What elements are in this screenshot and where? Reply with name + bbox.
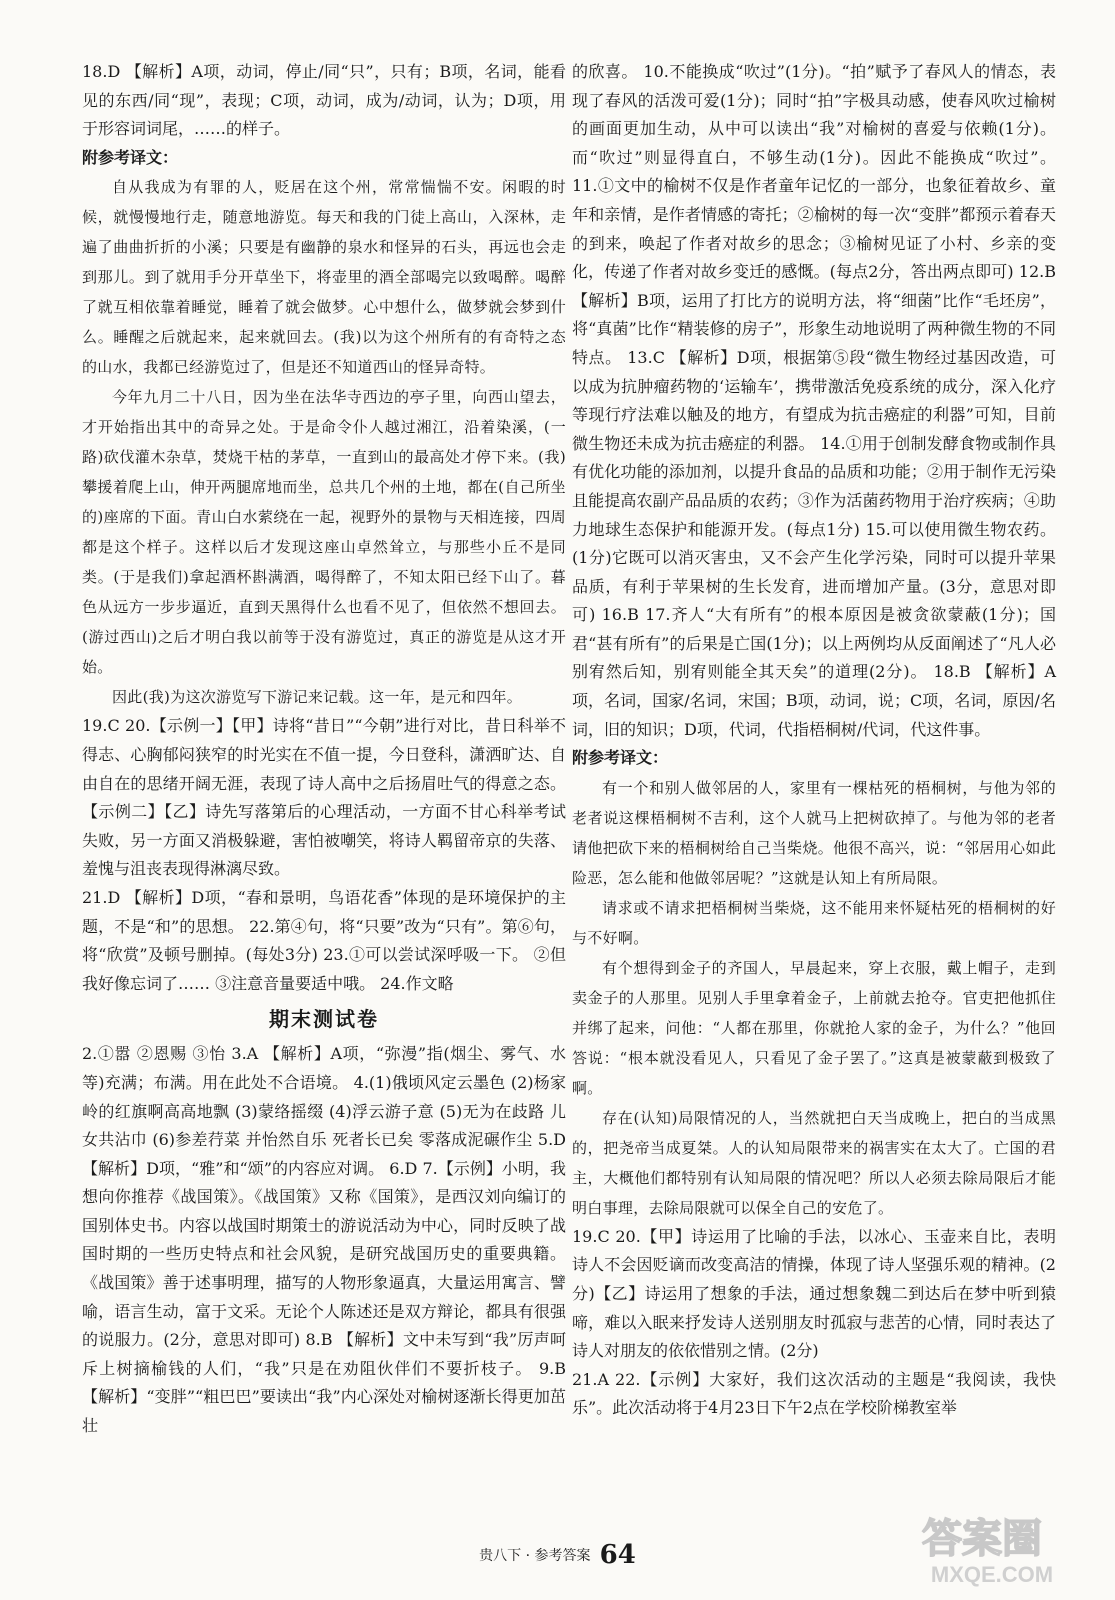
- answer-10-18: 的欣喜。 10.不能换成“吹过”(1分)。“拍”赋予了春风人的情态，表现了春风的活泼可爱(1分)；同时“拍”字极具动感，使春风吹过榆树的画面更加生动，从中可以读出“我”对榆树的喜爱与依赖(1分)。而“吹过”则显得直白，不够生动(1分)。因此不能换成“吹过”。 11.①文中的榆树不仅是作者童年记忆的一部分，也象征着故乡、童年和亲情，是作者情感的寄托；②榆树的每一次“变胖”都预示着春天的到来，唤起了作者对故乡的思念；③榆树见证了小村、乡亲的变化，传递了作者对故乡变迁的感慨。(每点2分，答出两点即可) 12.B 【解析】B项，运用了打比方的说明方法，将“细菌”比作“毛坯房”，将“真菌”比作“精装修的房子”，形象生动地说明了两种微生物的不同特点。 13.C 【解析】D项，根据第⑤段“微生物经过基因改造，可以成为抗肿瘤药物的‘运输车’，携带激活免疫系统的成分，深入化疗等现行疗法难以触及的地方，有望成为抗击癌症的利器”可知，目前微生物还未成为抗击癌症的利器。 14.①用于创制发酵食物或制作具有优化功能的添加剂，以提升食品的品质和功能；②用于制作无污染且能提高农副产品品质的农药；③作为活菌药物用于治疗疾病；④助力地球生态保护和能源开发。(每点1分) 15.可以使用微生物农药。(1分)它既可以消灭害虫，又不会产生化学污染，同时可以提升苹果品质，有利于苹果树的生长发育，进而增加产量。(3分，意思对即可) 16.B 17.齐人“大有所有”的根本原因是被贪欲蒙蔽(1分)；国君“甚有所有”的后果是亡国(1分)；以上两例均从反面阐述了“凡人必别宥然后知，别宥则能全其天矣”的道理(2分)。 18.B 【解析】A项，名词，国家/名词，宋国；B项，动词，说；C项，名词，原因/名词，旧的知识；D项，代词，代指梧桐树/代词，代这件事。: [572, 62, 1056, 739]
- right-column: [572, 58, 1056, 1423]
- answer-18: 18.D 【解析】A项，动词，停止/同“只”，只有；B项，名词，能看见的东西/同“现”，表现；C项，动词，成为/动词，认为；D项，用于形容词词尾，……的样子。: [82, 62, 566, 139]
- left-column: [82, 58, 566, 1441]
- watermark-sub-text: MXQE.COM: [930, 1562, 1054, 1587]
- final-test-answers: 2.①嚣 ②恩赐 ③怡 3.A 【解析】A项，“弥漫”指(烟尘、雾气、水等)充满；布满。用在此处不合语境。 4.(1)俄顷风定云墨色 (2)杨家岭的红旗啊高高地飘 (3)蒙络摇缀 (4)浮云游子意 (5)无为在歧路 儿女共沾巾 (6)参差荇菜 并怡然自乐 死者长已矣 零落成泥碾作尘 5.D 【解析】D项，“雅”和“颂”的内容应对调。 6.D 7.【示例】小明，我想向你推荐《战国策》。《战国策》又称《国策》，是西汉刘向编订的国别体史书。内容以战国时期策士的游说活动为中心，同时反映了战国时期的一些历史特点和社会风貌，是研究战国历史的重要典籍。《战国策》善于述事明理，描写的人物形象逼真，大量运用寓言、譬喻，语言生动，富于文采。无论个人陈述还是双方辩论，都具有很强的说服力。(2分，意思对即可) 8.B 【解析】文中未写到“我”厉声呵斥上树摘榆钱的人们，“我”只是在劝阻伙伴们不要折枝子。 9.B 【解析】“变胖”“粗巴巴”要读出“我”内心深处对榆树逐渐长得更加茁壮: [82, 1044, 566, 1436]
- translation-paragraph: 有一个和别人做邻居的人，家里有一棵枯死的梧桐树，与他为邻的老者说这棵梧桐树不吉利，这个人就马上把树砍掉了。与他为邻的老者请他把砍下来的梧桐树给自己当柴烧。他很不高兴，说：“邻居用心如此险恶，怎么能和他做邻居呢？”这就是认知上有所局限。: [572, 778, 1056, 887]
- watermark-main-text: 答案圈: [922, 1517, 1042, 1561]
- watermark-logo: [882, 1500, 1082, 1590]
- translation-paragraph: 因此(我)为这次游览写下游记来记载。这一年，是元和四年。: [112, 688, 523, 707]
- page-number: 64: [599, 1540, 636, 1570]
- translation-paragraph: 自从我成为有罪的人，贬居在这个州，常常惴惴不安。闲暇的时候，就慢慢地行走，随意地游览。每天和我的门徒上高山，入深林，走遍了曲曲折折的小溪；只要是有幽静的泉水和怪异的石头，再远也会走到那儿。到了就用手分开草坐下，将壶里的酒全部喝完以致喝醉。喝醉了就互相依靠着睡觉，睡着了就会做梦。心中想什么，做梦就会梦到什么。睡醒之后就起来，起来就回去。(我)以为这个州所有的有奇特之态的山水，我都已经游览过了，但是还不知道西山的怪异奇特。: [82, 178, 566, 377]
- answer-19-20: 19.C 20.【示例一】【甲】诗将“昔日”“今朝”进行对比，昔日科举不得志、心胸郁闷狭窄的时光实在不值一提，今日登科，潇洒旷达、自由自在的思绪开阔无涯，表现了诗人高中之后扬眉吐气的得意之态。【示例二】【乙】诗先写落第后的心理活动，一方面不甘心科举考试失败，另一方面又消极躲避，害怕被嘲笑，将诗人羁留帝京的失落、羞愧与沮丧表现得淋漓尽致。: [82, 716, 566, 879]
- answer-21-22: 21.A 22.【示例】大家好，我们这次活动的主题是“我阅读，我快乐”。此次活动将于4月23日下午2点在学校阶梯教室举: [572, 1369, 1056, 1418]
- translation-paragraph: 存在(认知)局限情况的人，当然就把白天当成晚上，把白的当成黑的，把尧帝当成夏桀。人的认知局限带来的祸害实在太大了。亡国的君主，大概他们都特别有认知局限的情况吧？所以人必须去除局限后才能明白事理，去除局限就可以保全自己的安危了。: [572, 1108, 1056, 1217]
- answer-19-20: 19.C 20.【甲】诗运用了比喻的手法，以冰心、玉壶来自比，表明诗人不会因贬谪而改变高洁的情操，体现了诗人坚强乐观的精神。(2分)【乙】诗运用了想象的手法，通过想象魏二到达后在梦中听到猿啼，难以入眠来抒发诗人送别朋友时孤寂与悲苦的心情，同时表达了诗人对朋友的依依惜别之情。(2分): [572, 1226, 1056, 1361]
- translation-paragraph: 请求或不请求把梧桐树当柴烧，这不能用来怀疑枯死的梧桐树的好与不好啊。: [572, 898, 1056, 947]
- answer-21-24: 21.D 【解析】D项，“春和景明，鸟语花香”体现的是环境保护的主题，不是“和”的思想。 22.第④句，将“只要”改为“只有”。第⑥句，将“欣赏”及顿号删掉。(每处3分) 23.①可以尝试深呼吸一下。 ②但我好像忘词了…… ③注意音量要适中哦。 24.作文略: [82, 887, 566, 993]
- translation-paragraph: 有个想得到金子的齐国人，早晨起来，穿上衣服，戴上帽子，走到卖金子的人那里。见别人手里拿着金子，上前就去抢夺。官吏把他抓住并绑了起来，问他：“人都在那里，你就抢人家的金子，为什么？”他回答说：“根本就没看见人，只看见了金子罢了。”这真是被蒙蔽到极致了啊。: [572, 958, 1056, 1097]
- footer-label: 贵八下 · 参考答案: [479, 1548, 591, 1564]
- translation-heading: 附参考译文：: [572, 748, 669, 768]
- translation-heading: 附参考译文：: [82, 147, 179, 167]
- translation-paragraph: 今年九月二十八日，因为坐在法华寺西边的亭子里，向西山望去，才开始指出其中的奇异之处。于是命令仆人越过湘江，沿着染溪，(一路)砍伐灌木杂草，焚烧干枯的茅草，一直到山的最高处才停下来。(我)攀援着爬上山，伸开两腿席地而坐，总共几个州的土地，都在(自己所坐的)座席的下面。青山白水萦绕在一起，视野外的景物与天相连接，四周都是这个样子。这样以后才发现这座山卓然耸立，与那些小丘不是同类。(于是我们)拿起酒杯斟满酒，喝得醉了，不知太阳已经下山了。暮色从远方一步步逼近，直到天黑得什么也看不见了，但依然不想回去。(游过西山)之后才明白我以前等于没有游览过，真正的游览是从这才开始。: [82, 388, 566, 677]
- section-title: 期末测试卷: [269, 1007, 379, 1032]
